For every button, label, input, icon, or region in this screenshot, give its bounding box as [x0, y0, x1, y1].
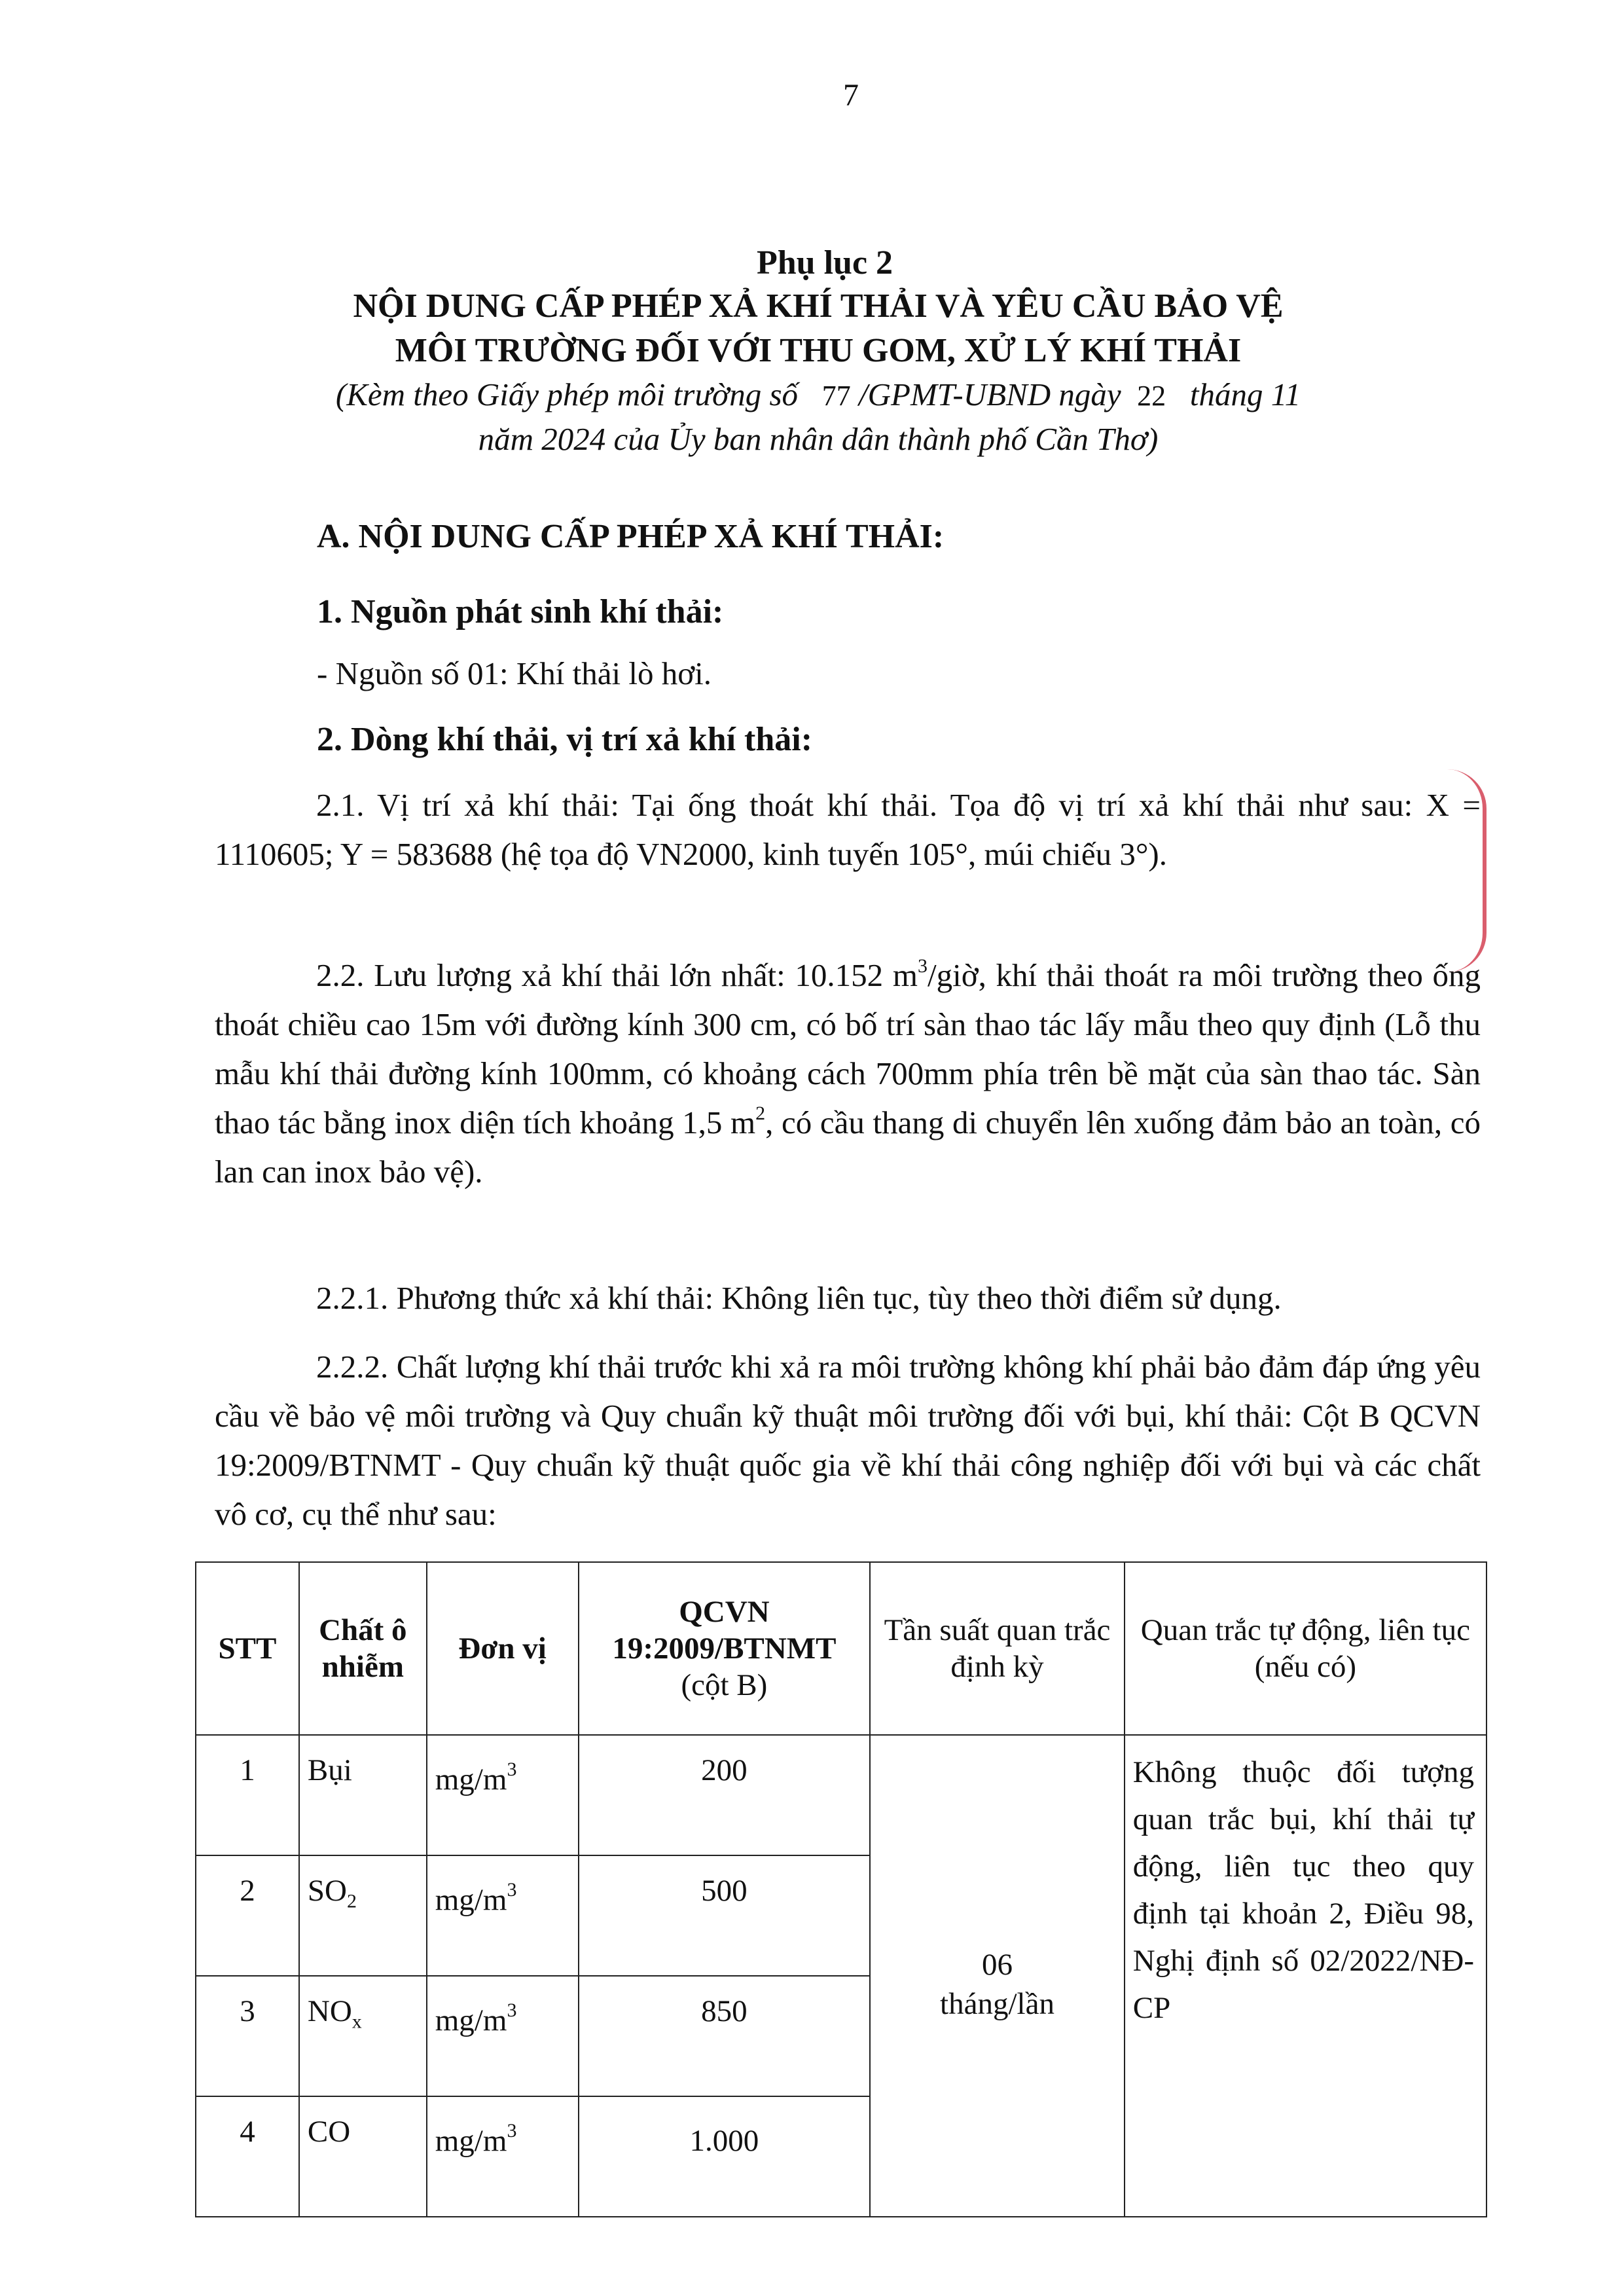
row-limit: 500 — [579, 1855, 871, 1976]
title-block — [196, 242, 1440, 461]
appendix-title: Phụ lục 2 — [756, 244, 893, 282]
section-2-heading: 2. Dòng khí thải, vị trí xả khí thải: — [317, 721, 813, 758]
row-pollutant — [299, 1976, 427, 2096]
p22-part-b: /giờ, khí thải thoát ra môi trường theo ống thoát chiều cao 15m với đường kính 300 cm, có bố trí sàn thao tác lấy mẫu theo quy định (Lỗ thu mẫu khí thải đường kính 100mm, có khoảng cách 700mm phía trên bề mặt của sàn thao tác. Sàn thao tác bằng inox diện tích khoảng 1,5 m — [215, 957, 1481, 1140]
frequency-value: 06 — [982, 1948, 1013, 1982]
heading-line-2: MÔI TRƯỜNG ĐỐI VỚI THU GOM, XỬ LÝ KHÍ THẢI — [395, 332, 1242, 369]
row-unit-base: mg/m — [435, 2124, 507, 2158]
emission-limits-table — [195, 1561, 1487, 2217]
subtitle-line-2: năm 2024 của Ủy ban nhân dân thành phố Cần Thơ) — [478, 421, 1159, 457]
section-1-heading: 1. Nguồn phát sinh khí thải: — [317, 593, 724, 630]
header-pollutant: Chất ô nhiễm — [299, 1562, 427, 1735]
row-limit: 200 — [579, 1735, 871, 1855]
row-pollutant — [299, 2096, 427, 2217]
subtitle-part-2: /GPMT-UBND ngày — [859, 376, 1121, 412]
row-pollutant-name: NO — [307, 1994, 352, 2028]
row-unit-base: mg/m — [435, 1762, 507, 1796]
row-unit-base: mg/m — [435, 1883, 507, 1917]
header-qcvn-line-2: 19:2009/BTNMT — [612, 1631, 837, 1666]
auto-monitoring-cell: Không thuộc đối tượng quan trắc bụi, khí thải tự động, liên tục theo quy định tại khoản 2, Điều 98, Nghị định số 02/2022/NĐ-CP — [1125, 1735, 1487, 2217]
page-number: 7 — [843, 78, 859, 113]
row-pollutant-name: SO — [307, 1874, 347, 1908]
row-stt: 2 — [196, 1855, 299, 1976]
header-auto-monitoring: Quan trắc tự động, liên tục (nếu có) — [1125, 1562, 1487, 1735]
p22-part-c: , có cầu thang di chuyển lên xuống đảm bảo an toàn, có lan can inox bảo vệ). — [215, 1104, 1481, 1190]
row-limit: 1.000 — [579, 2096, 871, 2217]
row-stt: 3 — [196, 1976, 299, 2096]
row-unit-sup: 3 — [507, 1879, 517, 1901]
subtitle-part-1: (Kèm theo Giấy phép môi trường số — [335, 376, 799, 412]
header-unit: Đơn vị — [427, 1562, 579, 1735]
row-pollutant-name: CO — [307, 2115, 351, 2149]
red-stamp-edge — [1437, 769, 1487, 972]
permit-day: 22 — [1137, 380, 1166, 412]
paragraph-2-2-1: 2.2.1. Phương thức xả khí thải: Không liên tục, tùy theo thời điểm sử dụng. — [316, 1280, 1282, 1316]
subtitle-part-3: tháng 11 — [1189, 376, 1301, 412]
row-stt: 4 — [196, 2096, 299, 2217]
header-qcvn — [579, 1562, 871, 1735]
row-pollutant-sub: 2 — [346, 1890, 357, 1912]
row-unit — [427, 2096, 579, 2217]
p22-part-a: 2.2. Lưu lượng xả khí thải lớn nhất: 10.152 m — [316, 957, 918, 993]
row-pollutant — [299, 1735, 427, 1855]
paragraph-2-1: 2.1. Vị trí xả khí thải: Tại ống thoát khí thải. Tọa độ vị trí xả khí thải như sau: X = 1110605; Y = 583688 (hệ tọa độ VN2000, kinh tuyến 105°, múi chiếu 3°). — [215, 787, 1481, 872]
p22-sup-a: 3 — [917, 955, 928, 977]
frequency-cell — [870, 1735, 1124, 2217]
source-1: - Nguồn số 01: Khí thải lò hơi. — [317, 655, 712, 691]
row-limit: 850 — [579, 1976, 871, 2096]
permit-number: 77 — [821, 380, 851, 412]
row-stt: 1 — [196, 1735, 299, 1855]
section-a-heading: A. NỘI DUNG CẤP PHÉP XẢ KHÍ THẢI: — [317, 518, 945, 555]
row-pollutant — [299, 1855, 427, 1976]
row-unit — [427, 1976, 579, 2096]
row-unit-sup: 3 — [507, 1758, 517, 1781]
p22-sup-b: 2 — [755, 1102, 766, 1124]
row-unit-base: mg/m — [435, 2003, 507, 2037]
row-unit-sup: 3 — [507, 1999, 517, 2022]
subtitle-line-1 — [196, 373, 1440, 418]
header-stt: STT — [196, 1562, 299, 1735]
frequency-unit: tháng/lần — [940, 1987, 1054, 2021]
row-pollutant-name: Bụi — [307, 1753, 352, 1787]
header-qcvn-line-3: (cột B) — [681, 1668, 768, 1702]
paragraph-2-2 — [215, 951, 1481, 1196]
heading-line-1: NỘI DUNG CẤP PHÉP XẢ KHÍ THẢI VÀ YÊU CẦU BẢO VỆ — [353, 287, 1284, 325]
table-header-row — [196, 1562, 1487, 1735]
row-unit — [427, 1735, 579, 1855]
paragraph-2-2-2: 2.2.2. Chất lượng khí thải trước khi xả ra môi trường không khí phải bảo đảm đáp ứng yêu cầu về bảo vệ môi trường và Quy chuẩn kỹ thuật môi trường đối với bụi, khí thải: Cột B QCVN 19:2009/BTNMT - Quy chuẩn kỹ thuật quốc gia về khí thải công nghiệp đối với bụi và các chất vô cơ, cụ thể như sau: — [215, 1349, 1481, 1532]
row-unit — [427, 1855, 579, 1976]
table-row — [196, 1735, 1487, 1855]
row-unit-sup: 3 — [507, 2120, 517, 2142]
header-frequency: Tần suất quan trắc định kỳ — [870, 1562, 1124, 1735]
row-pollutant-sub: x — [351, 2011, 362, 2033]
header-qcvn-line-1: QCVN — [679, 1595, 770, 1629]
